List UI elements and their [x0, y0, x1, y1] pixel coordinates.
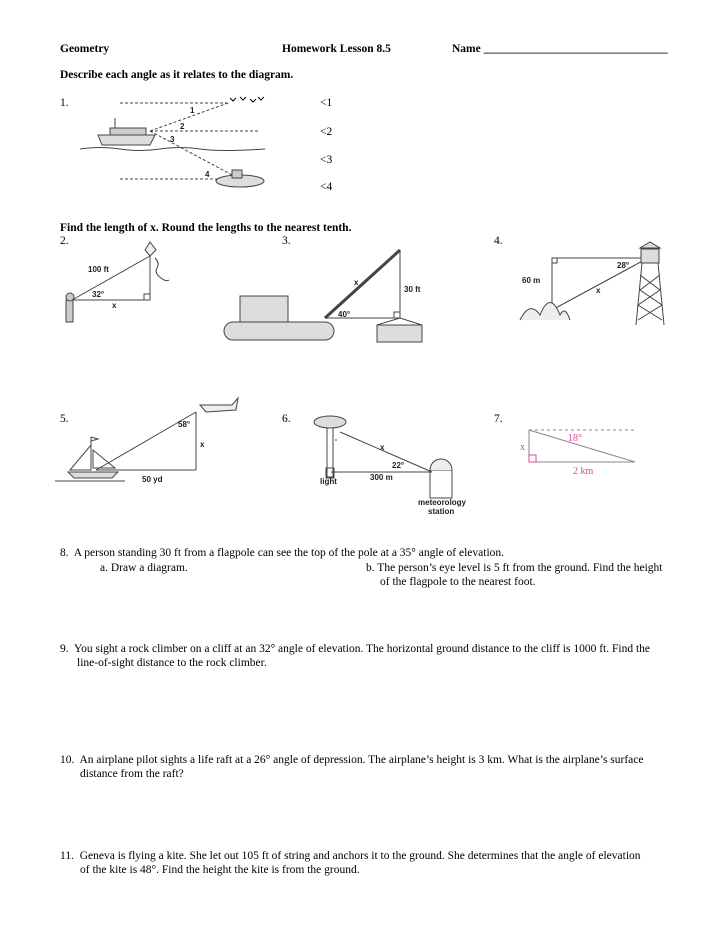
answer-angle-4: <4 — [320, 181, 333, 193]
course-title: Geometry — [60, 43, 110, 55]
question-9-line2: line-of-sight distance to the rock climber. — [77, 657, 267, 669]
problem-6-number: 6. — [282, 413, 291, 425]
answer-angle-3: <3 — [320, 154, 333, 166]
p3-x-label: x — [354, 278, 359, 287]
angle-2-label: 2 — [180, 122, 185, 131]
answer-angle-2: <2 — [320, 126, 333, 138]
p6-station-label-2: station — [428, 507, 455, 516]
question-10-line2: distance from the raft? — [80, 768, 184, 780]
question-8-part-a: a. Draw a diagram. — [100, 562, 188, 574]
problem-7-number: 7. — [494, 413, 503, 425]
question-9: 9. You sight a rock climber on a cliff at an 32° angle of elevation. The horizontal ground distance to the cliff is 1000 ft. Find the — [60, 643, 651, 655]
problem-1-number: 1. — [60, 97, 69, 109]
question-8-part-b-line2: of the flagpole to the nearest foot. — [380, 576, 536, 588]
p4-angle-label: 28° — [617, 261, 630, 270]
p3-height-label: 30 ft — [404, 285, 421, 294]
p7-x-label: x — [520, 442, 525, 453]
problem-5-number: 5. — [60, 413, 69, 425]
crane-diagram — [224, 250, 422, 342]
p5-base-label: 50 yd — [142, 475, 163, 484]
p7-base-label: 2 km — [573, 466, 594, 477]
tower-diagram — [520, 242, 664, 325]
section1-instruction: Describe each angle as it relates to the diagram. — [60, 69, 294, 81]
sailboat-diagram — [55, 398, 238, 481]
question-8-part-b-line1: b. The person’s eye level is 5 ft from the ground. Find the height — [366, 562, 663, 574]
problem-4-number: 4. — [494, 235, 503, 247]
p6-light-label: light — [320, 477, 337, 486]
section2-instruction: Find the length of x. Round the lengths to the nearest tenth. — [60, 222, 352, 234]
triangle-diagram — [529, 430, 637, 462]
p2-hyp-label: 100 ft — [88, 265, 109, 274]
lesson-title: Homework Lesson 8.5 — [282, 43, 391, 55]
problem-2-number: 2. — [60, 235, 69, 247]
angle-4-label: 4 — [205, 170, 210, 179]
p6-x-label: x — [380, 443, 385, 452]
question-8: 8. A person standing 30 ft from a flagpole can see the top of the pole at a 35° angle of elevation. — [60, 547, 505, 559]
p5-x-label: x — [200, 440, 205, 449]
name-blank: ________________________________ — [483, 43, 668, 55]
p3-angle-label: 40° — [338, 310, 351, 319]
p4-x-label: x — [596, 286, 601, 295]
question-10: 10. An airplane pilot sights a life raft at a 26° angle of depression. The airplane’s height is 3 km. What is the airplane’s surface — [60, 754, 644, 766]
p7-angle-label: 18° — [568, 433, 582, 444]
p6-angle-label: 22° — [392, 461, 405, 470]
p2-angle-label: 32° — [92, 290, 105, 299]
question-11-line2: of the kite is 48°. Find the height the kite is from the ground. — [80, 864, 360, 876]
kite-diagram — [66, 242, 169, 322]
p2-x-label: x — [112, 301, 117, 310]
p5-angle-label: 58° — [178, 420, 191, 429]
angle-3-label: 3 — [170, 135, 175, 144]
p4-height-label: 60 m — [522, 276, 541, 285]
name-label: Name — [452, 43, 481, 55]
answer-angle-1: <1 — [320, 97, 333, 109]
p6-base-label: 300 m — [370, 473, 393, 482]
question-11: 11. Geneva is flying a kite. She let out 105 ft of string and anchors it to the ground. She determines that the angle of elevation — [60, 850, 641, 862]
problem-3-number: 3. — [282, 235, 291, 247]
angle-1-label: 1 — [190, 106, 195, 115]
p6-station-label-1: meteorology — [418, 498, 467, 507]
